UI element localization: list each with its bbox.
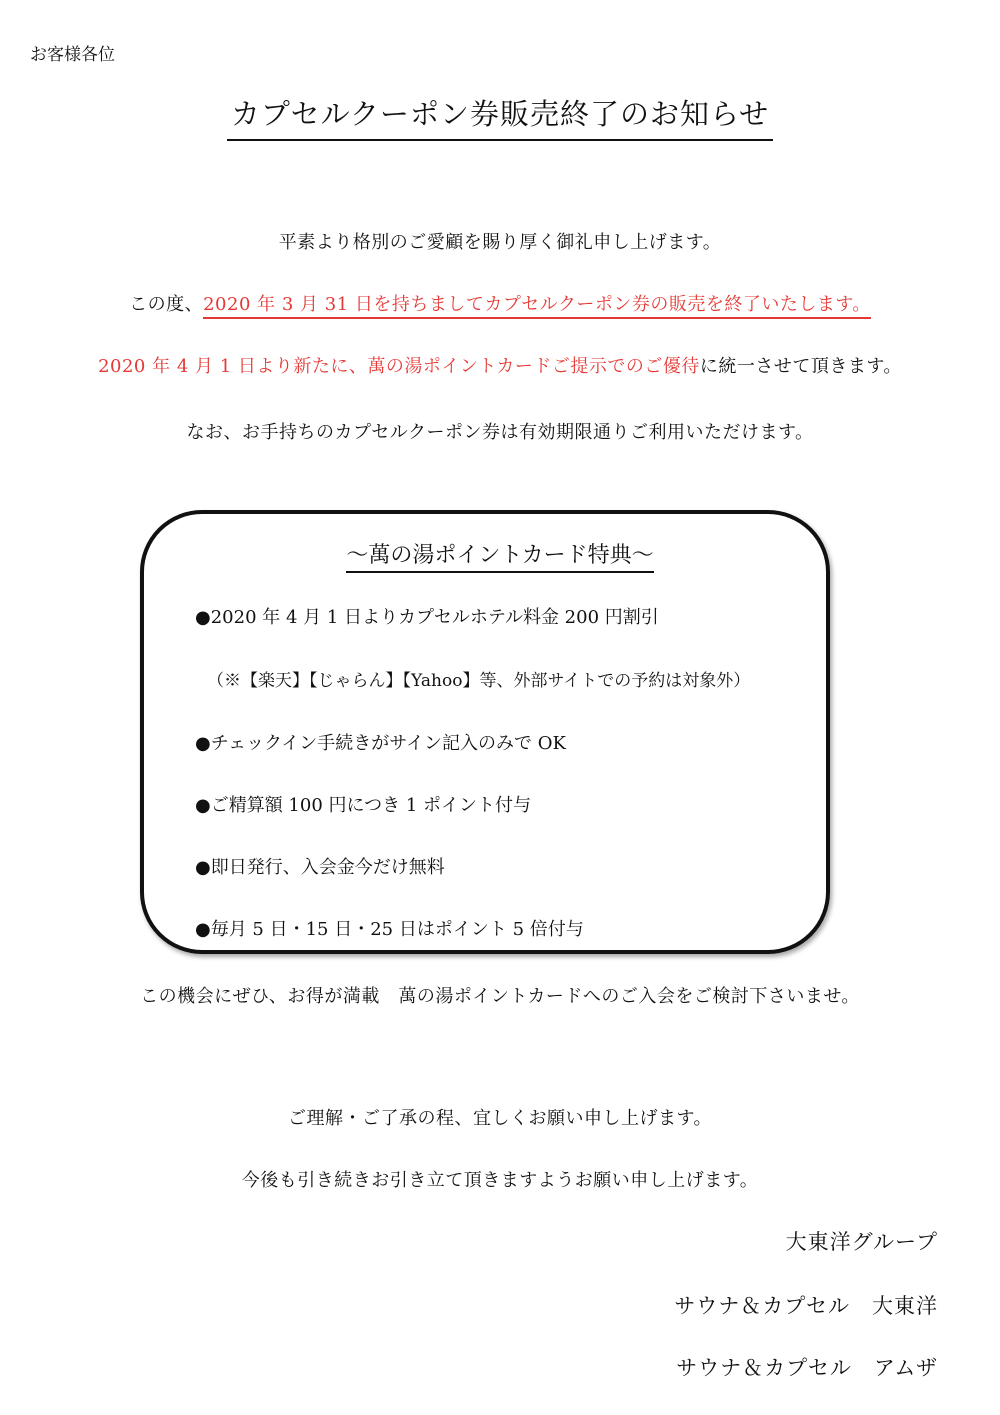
benefits-box-title-block xyxy=(0,538,1000,573)
request-line: ご理解・ご了承の程、宜しくお願い申し上げます。 xyxy=(287,1108,713,1129)
sales-end-highlight: 2020 年 3 月 31 日を持ちましてカプセルクーポン券の販売を終了いたします。 xyxy=(203,294,871,319)
benefit-item: ●即日発行、入会金今だけ無料 xyxy=(195,857,445,878)
sales-end-line xyxy=(0,290,1000,316)
new-benefit-suffix: に統一させて頂きます。 xyxy=(699,356,902,377)
addressee: お客様各位 xyxy=(30,45,115,65)
new-benefit-highlight: 2020 年 4 月 1 日より新たに、萬の湯ポイントカードご提示でのご優待 xyxy=(98,356,700,377)
benefit-item: ●ご精算額 100 円につき 1 ポイント付与 xyxy=(195,795,532,816)
signature-store-1: サウナ＆カプセル 大東洋 xyxy=(674,1294,938,1318)
invitation-line: この機会にぜひ、お得が満載 萬の湯ポイントカードへのご入会をご検討下さいませ。 xyxy=(140,986,860,1007)
greeting-line: 平素より格別のご愛顧を賜り厚く御礼申し上げます。 xyxy=(278,232,722,253)
signature-store-2: サウナ＆カプセル アムザ xyxy=(676,1356,938,1380)
benefits-box-title: 〜萬の湯ポイントカード特典〜 xyxy=(346,538,653,573)
benefit-note: （※【楽天】【じゃらん】【Yahoo】等、外部サイトでの予約は対象外） xyxy=(207,671,751,691)
title-block xyxy=(0,92,1000,141)
new-benefit-line xyxy=(0,352,1000,378)
future-line: 今後も引き続きお引き立て頂きますようお願い申し上げます。 xyxy=(241,1170,759,1191)
page-title: カプセルクーポン券販売終了のお知らせ xyxy=(227,92,773,141)
validity-note-line: なお、お手持ちのカプセルクーポン券は有効期限通りご利用いただけます。 xyxy=(186,422,814,443)
sales-end-prefix: この度、 xyxy=(129,294,204,315)
benefit-item: ●毎月 5 日・15 日・25 日はポイント 5 倍付与 xyxy=(195,919,584,940)
signature-group: 大東洋グループ xyxy=(785,1230,938,1254)
benefit-item: ●チェックイン手続きがサイン記入のみで OK xyxy=(195,733,566,754)
benefit-item: ●2020 年 4 月 1 日よりカプセルホテル料金 200 円割引 xyxy=(195,607,659,628)
